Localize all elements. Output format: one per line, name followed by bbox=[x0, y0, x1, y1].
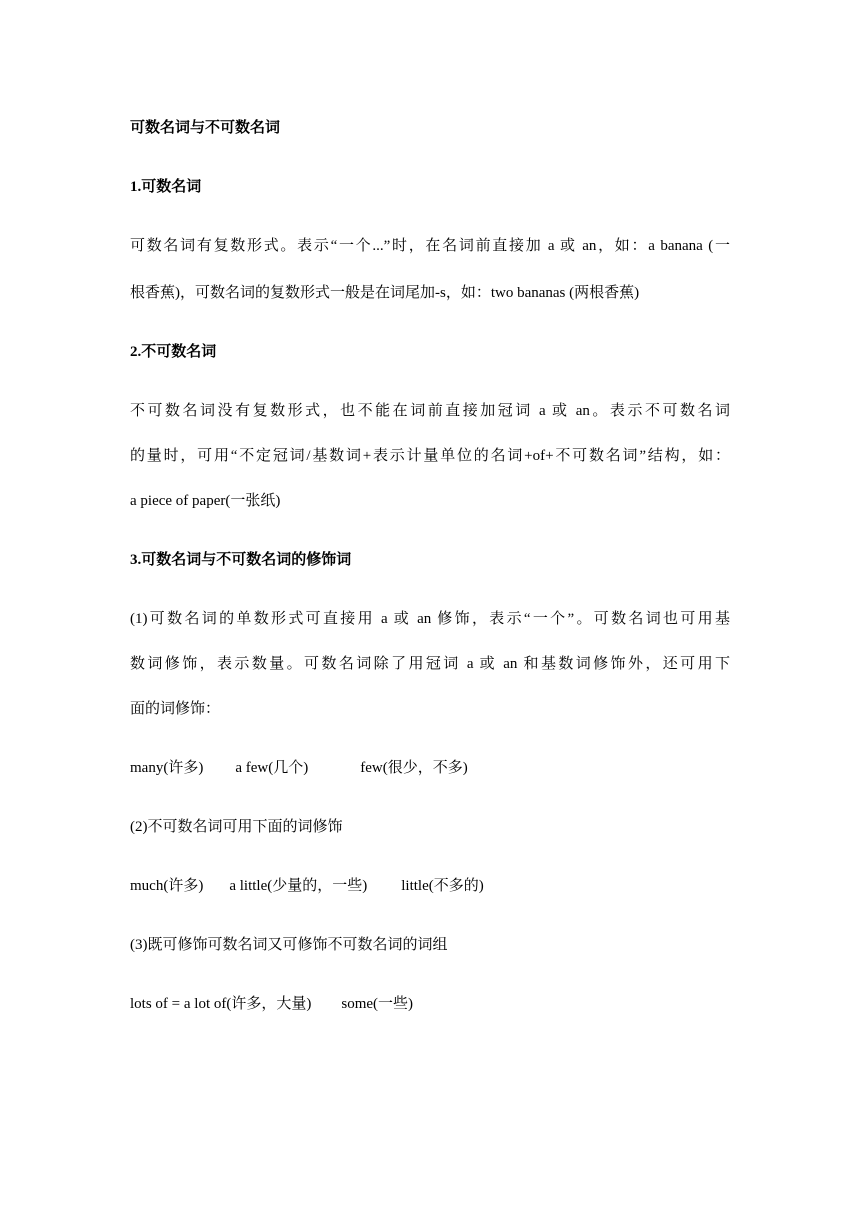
modifier-some: some(一些) bbox=[341, 996, 414, 1012]
document-title: 可数名词与不可数名词 bbox=[130, 120, 281, 136]
modifier-few: few(很少，不多) bbox=[360, 760, 468, 776]
section-3-heading: 3.可数名词与不可数名词的修饰词 bbox=[130, 552, 352, 568]
section-1-paragraph-line-2: 根香蕉)，可数名词的复数形式一般是在词尾加-s，如：two bananas (两根香蕉) bbox=[130, 285, 640, 301]
section-3-paragraph-1-line-1: (1)可数名词的单数形式可直接用 a 或 an 修饰，表示“一个”。可数名词也可用基 bbox=[130, 611, 730, 627]
modifier-a-few: a few(几个) bbox=[235, 760, 309, 776]
modifier-little: little(不多的) bbox=[401, 878, 484, 894]
section-1-heading: 1.可数名词 bbox=[130, 179, 202, 195]
section-3-paragraph-1-line-2: 数词修饰，表示数量。可数名词除了用冠词 a 或 an 和基数词修饰外，还可用下 bbox=[130, 656, 730, 672]
modifier-much: much(许多) bbox=[130, 878, 204, 894]
section-3-paragraph-1-line-3: 面的词修饰： bbox=[130, 701, 221, 717]
section-2-paragraph-line-2: 的量时，可用“不定冠词/基数词+表示计量单位的名词+of+不可数名词”结构，如： bbox=[130, 448, 730, 464]
section-3-paragraph-3: (3)既可修饰可数名词又可修饰不可数名词的词组 bbox=[130, 937, 448, 953]
section-2-heading: 2.不可数名词 bbox=[130, 344, 217, 360]
both-modifiers-row bbox=[130, 994, 413, 1014]
section-2-paragraph-line-1: 不可数名词没有复数形式，也不能在词前直接加冠词 a 或 an。表示不可数名词 bbox=[130, 403, 730, 419]
countable-modifiers-row bbox=[130, 758, 468, 778]
modifier-lots-of: lots of = a lot of(许多，大量) bbox=[130, 996, 312, 1012]
uncountable-modifiers-row bbox=[130, 876, 484, 896]
section-2-paragraph-line-3: a piece of paper(一张纸) bbox=[130, 493, 281, 509]
section-1-paragraph-line-1: 可数名词有复数形式。表示“一个...”时，在名词前直接加 a 或 an，如：a banana (一 bbox=[130, 238, 730, 254]
modifier-a-little: a little(少量的，一些) bbox=[229, 878, 368, 894]
section-3-paragraph-2: (2)不可数名词可用下面的词修饰 bbox=[130, 819, 343, 835]
modifier-many: many(许多) bbox=[130, 760, 204, 776]
